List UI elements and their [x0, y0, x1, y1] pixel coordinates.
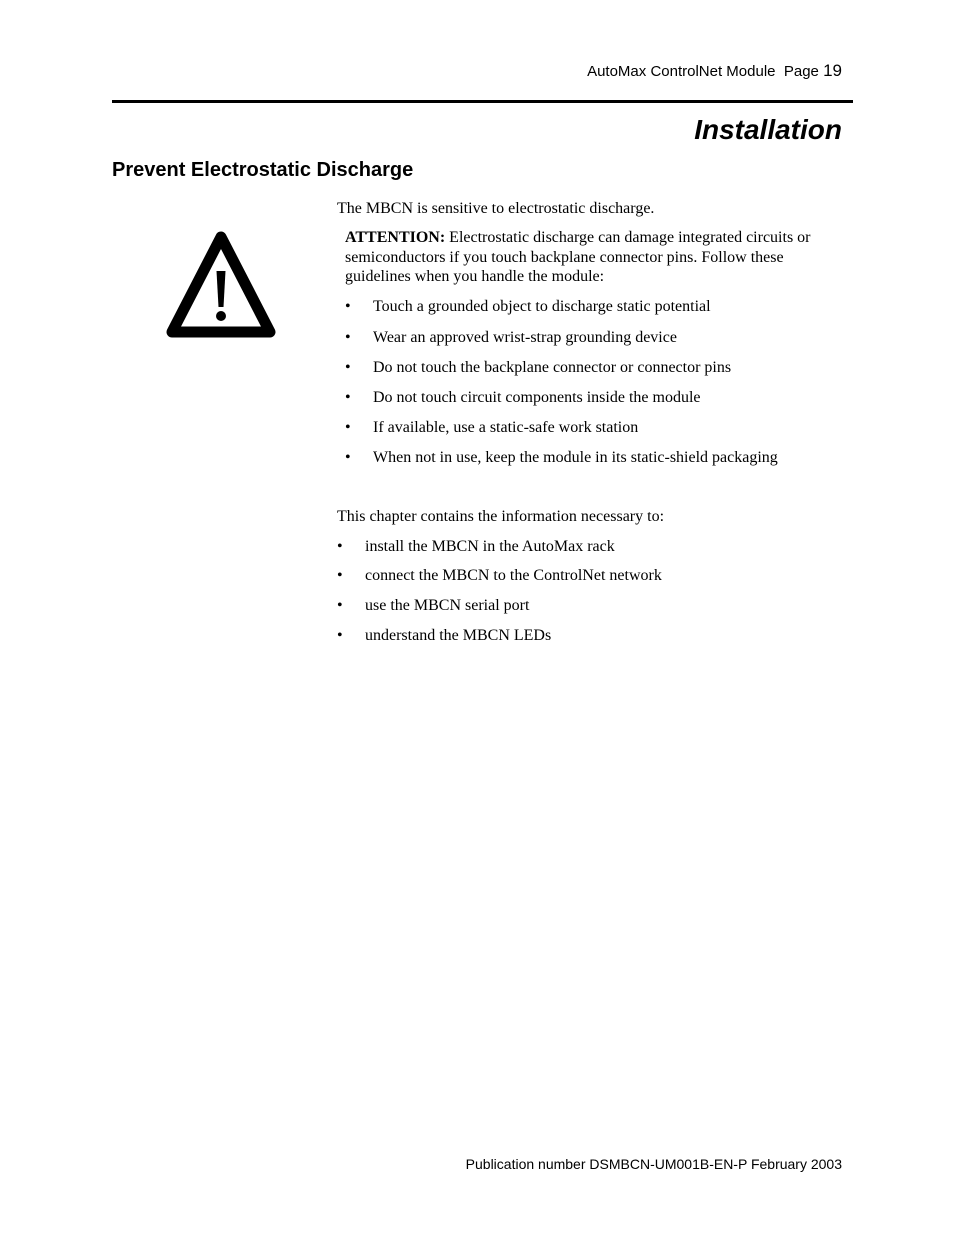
module-name: AutoMax ControlNet Module [587, 63, 776, 80]
section-intro: The MBCN is sensitive to electrostatic discharge. [337, 200, 655, 217]
page-label: Page [783, 63, 819, 80]
attention-text: Electrostatic discharge can damage integrated circuits or semiconductors if you touch backplane connector pins. Follow these guidelines when you handle the module: [345, 229, 811, 285]
warning-triangle-icon [166, 229, 276, 341]
section-heading: Prevent Electrostatic Discharge [112, 159, 414, 181]
attention-notice [345, 228, 845, 287]
chapter-contents-intro: This chapter contains the information necessary to: [337, 508, 665, 525]
attention-label: ATTENTION: [345, 229, 446, 246]
page-header [587, 61, 842, 81]
page-number: 19 [823, 61, 842, 80]
header-rule [112, 100, 853, 103]
chapter-title: Installation [694, 114, 842, 145]
publication-footer: Publication number DSMBCN-UM001B-EN-P February 2003 [465, 1156, 842, 1172]
